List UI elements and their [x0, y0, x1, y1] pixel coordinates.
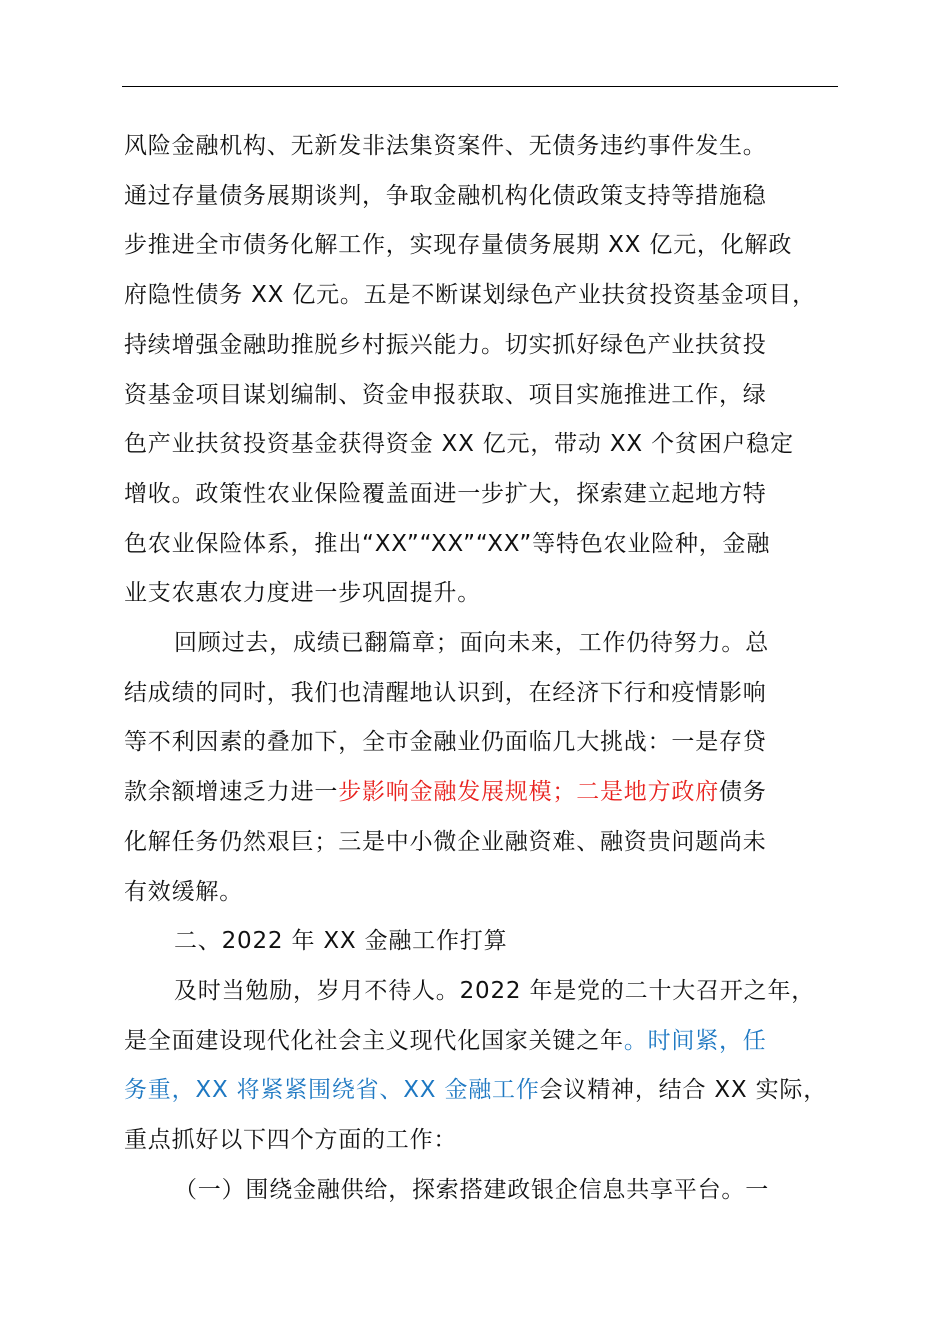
text-line [124, 230, 844, 260]
text-segment: 持续增强金融助推脱乡村振兴能力。切实抓好绿色产业扶贫投 [124, 331, 767, 358]
text-segment: 步推进全市债务化解工作，实现存量债务展期 XX 亿元，化解政 [124, 232, 793, 259]
text-segment: 资基金项目谋划编制、资金申报获取、项目实施推进工作，绿 [124, 381, 767, 408]
text-line [124, 578, 844, 608]
text-line [174, 976, 894, 1006]
header-rule [122, 86, 838, 87]
text-segment: 是全面建设现代化社会主义现代化国家关键之年 [124, 1027, 624, 1054]
text-line [174, 628, 894, 658]
text-segment: 结成绩的同时，我们也清醒地认识到，在经济下行和疫情影响 [124, 679, 767, 706]
text-segment: 通过存量债务展期谈判，争取金融机构化债政策支持等措施稳 [124, 182, 767, 209]
text-line [124, 280, 844, 310]
text-segment: 款余额增速乏力进一 [124, 779, 339, 806]
text-line [124, 330, 844, 360]
text-segment: 化解任务仍然艰巨；三是中小微企业融资难、融资贵问题尚未 [124, 828, 767, 855]
highlighted-text-red: 步影响金融发展规模；二是地方政府 [338, 779, 720, 806]
text-line [124, 181, 844, 211]
text-line [124, 827, 844, 857]
text-segment: 债务 [719, 779, 767, 806]
text-segment: 重点抓好以下四个方面的工作： [124, 1127, 458, 1153]
text-line [124, 678, 844, 708]
text-line [124, 1075, 844, 1105]
text-line [124, 1125, 844, 1155]
text-line [174, 1175, 894, 1205]
text-line [124, 380, 844, 410]
text-segment: 色产业扶贫投资基金获得资金 XX 亿元，带动 XX 个贫困户稳定 [124, 431, 794, 458]
text-segment: 回顾过去，成绩已翻篇章；面向未来，工作仍待努力。总 [174, 630, 769, 656]
text-segment: 府隐性债务 XX 亿元。五是不断谋划绿色产业扶贫投资基金项目， [124, 282, 816, 309]
text-segment: （一）围绕金融供给，探索搭建政银企信息共享平台。一 [174, 1176, 769, 1203]
text-line [174, 926, 894, 956]
text-line [124, 479, 844, 509]
text-segment: 会议精神，结合 XX 实际， [539, 1077, 827, 1104]
highlighted-text-blue: 务重，XX 将紧紧围绕省、XX 金融工作 [124, 1077, 540, 1104]
text-line [124, 777, 844, 807]
text-line [124, 529, 844, 559]
text-segment: 增收。政策性农业保险覆盖面进一步扩大，探索建立起地方特 [124, 480, 767, 507]
text-segment: 风险金融机构、无新发非法集资案件、无债务违约事件发生。 [124, 133, 767, 159]
text-segment: 色农业保险体系，推出“XX”“XX”“XX”等特色农业险种，金融 [124, 530, 771, 557]
text-segment: 等不利因素的叠加下，全市金融业仍面临几大挑战：一是存贷 [124, 729, 767, 756]
highlighted-text-blue: 。时间紧，任 [623, 1027, 767, 1054]
text-segment: 有效缓解。 [124, 878, 243, 905]
text-line [124, 727, 844, 757]
text-line [124, 429, 844, 459]
text-line [124, 1026, 844, 1056]
text-segment: 及时当勉励，岁月不待人。2022 年是党的二十大召开之年， [174, 977, 816, 1004]
text-line [124, 877, 844, 907]
text-segment: 二、2022 年 XX 金融工作打算 [174, 928, 508, 955]
text-segment: 业支农惠农力度进一步巩固提升。 [124, 580, 481, 607]
text-line [124, 131, 844, 161]
